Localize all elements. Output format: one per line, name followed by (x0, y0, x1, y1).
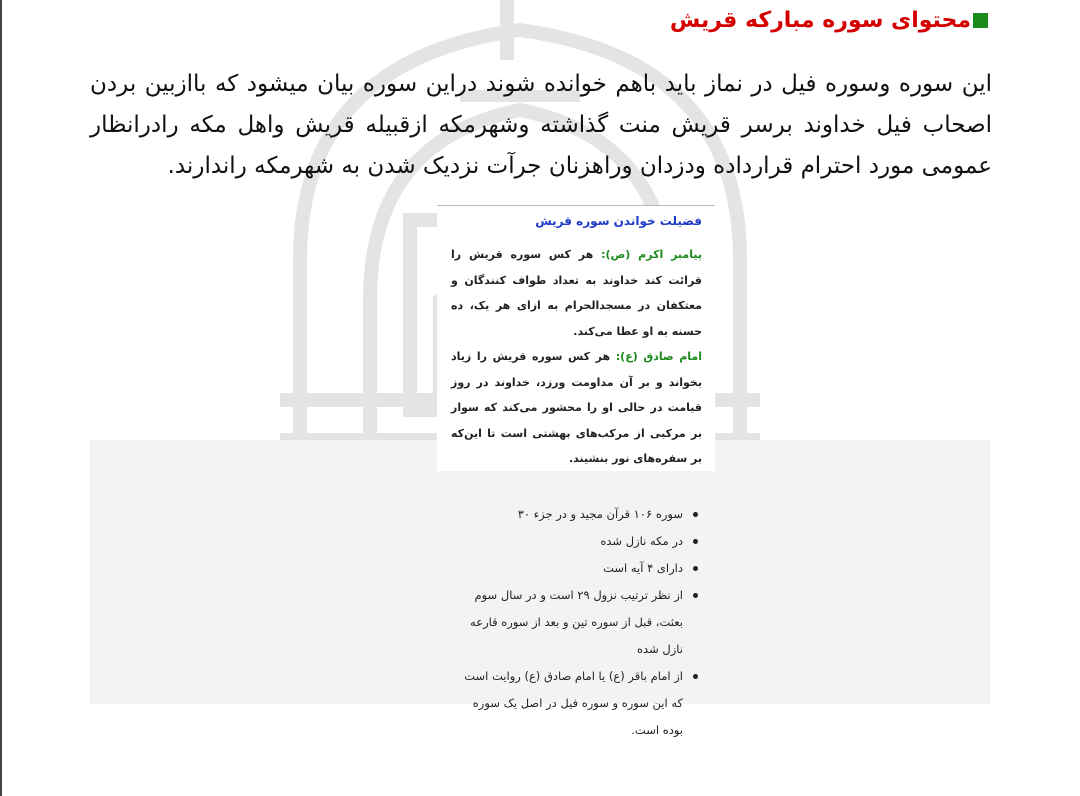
virtue-card-title: فضیلت خواندن سوره قریش (535, 214, 702, 228)
list-item: در مکه نازل شده (460, 528, 700, 555)
green-square-bullet-icon (973, 13, 988, 28)
facts-list (460, 501, 700, 744)
quote-speaker: امام صادق (ع): (615, 350, 703, 363)
section-heading (670, 8, 988, 33)
bullet-dot-icon (693, 566, 698, 571)
quote-speaker: پیامبر اکرم (ص): (601, 248, 702, 261)
quote-prophet (451, 242, 702, 344)
page-left-border (0, 0, 2, 796)
list-item: سوره ۱۰۶ قرآن مجید و در جزء ۳۰ (460, 501, 700, 528)
list-item: از امام باقر (ع) یا امام صادق (ع) روایت است که این سوره و سوره فیل در اصل یک سوره بوده است. (460, 663, 700, 744)
virtue-card (437, 205, 715, 471)
quote-text: هر کس سوره قریش را زیاد بخواند و بر آن مداومت ورزد، خداوند در روز قیامت در حالی او را محشور می‌کند که سوار بر مرکبی از مرکب‌های بهشتی است تا این‌که بر سفره‌های نور بنشیند. (451, 350, 702, 465)
intro-paragraph: این سوره وسوره فیل در نماز باید باهم خوانده شوند دراین سوره بیان میشود که باازبین بردن اصحاب فیل خداوند برسر قریش منت گذاشته وشهرمکه ازقبیله قریش واهل مکه رادرانظار عمومی مورد احترام قرارداده ودزدان وراهزنان جرآت نزدیک شدن به شهرمکه راندارند. (90, 71, 992, 179)
list-item: از نظر ترتیب نزول ۲۹ است و در سال سوم بعثت، قبل از سوره تین و بعد از سوره قارعه نازل شده (460, 582, 700, 663)
bullet-dot-icon (693, 674, 698, 679)
section-title: محتوای سوره مبارکه قریش (669, 8, 971, 33)
bullet-dot-icon (693, 593, 698, 598)
quote-imam-sadiq (451, 344, 702, 472)
bullet-dot-icon (693, 512, 698, 517)
bullet-dot-icon (693, 539, 698, 544)
quote-text: هر کس سوره قریش را قرائت کند خداوند به تعداد طواف کنندگان و معتکفان در مسجدالحرام به ازای هر یک، ده حسنه به او عطا می‌کند. (451, 248, 702, 338)
list-item: دارای ۴ آیه است (460, 555, 700, 582)
